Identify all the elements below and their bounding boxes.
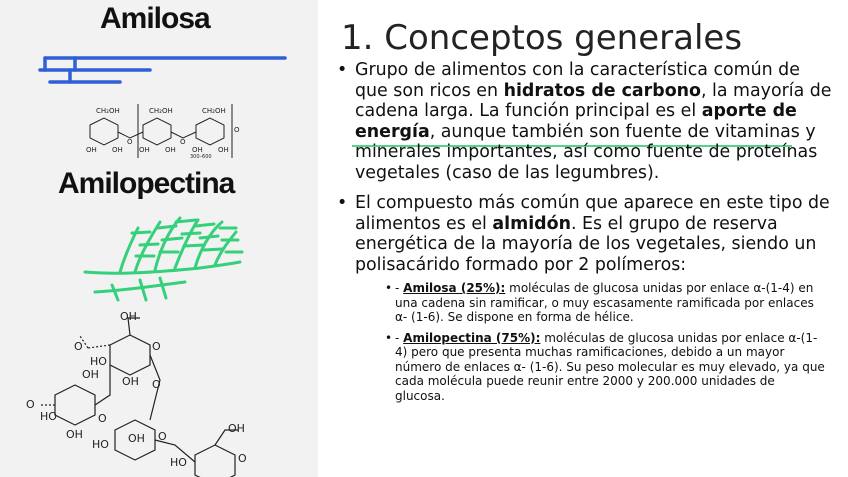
ch2oh-label-3: CH₂OH [202,107,226,115]
o-label-e: O [98,412,107,425]
repeat-range-label: 300–600 [190,154,212,160]
bullet-food-group [337,60,837,183]
bullet1-bold-carbohydrates: hidratos de carbono [503,80,701,101]
ch2oh-label-2: CH₂OH [149,107,173,115]
bullet2-bold-starch: almidón [492,213,571,234]
sub1-term: Amilosa (25%): [403,281,506,295]
oh-label-f: OH [228,422,245,435]
sub-bullet-amilosa [385,281,825,325]
slide-body [337,60,837,403]
amilopectina-branch-diagram [85,218,242,300]
illustration-panel [0,0,318,477]
amilopectina-glucose-rings [40,318,238,477]
oh-label-d: OH [66,428,83,441]
oh-label-6: OH [218,146,229,154]
bullet1-text-1: Grupo de alimentos con la característica común de que son ricos en [355,60,800,101]
o-label-f: O [158,430,167,443]
slide-title: 1. Conceptos generales [341,18,743,58]
sub2-dash: - [395,330,404,345]
o-label-d: O [26,398,35,411]
ho-label-d: HO [170,456,187,469]
bullet2-text-2: . Es el grupo de reserva energética de la mayoría de los vegetales, siendo un polisacárido formado por 2 polímeros: [355,213,817,275]
starch-structures-figure [0,0,318,477]
o-label-a: O [152,340,161,353]
amilosa-heading: Amilosa [100,2,210,35]
oh-label-b: OH [122,375,139,388]
oh-label-4: OH [165,146,176,154]
oh-label-2: OH [112,146,123,154]
ch2oh-label-1: CH₂OH [96,107,120,115]
oh-label-c: OH [82,368,99,381]
o-label-g: O [238,452,247,465]
sub1-dash: - [395,281,404,295]
oh-label-a: OH [120,310,137,323]
o-link-3: O [234,126,240,134]
o-label-c: O [152,378,161,391]
ho-label-b: HO [40,410,57,423]
sub2-term: Amilopectina (75%): [403,330,541,345]
oh-label-5: OH [192,146,203,154]
amilopectina-heading: Amilopectina [58,167,235,200]
sub-bullet-amilopectina [385,331,825,404]
bullet2-text-1: El compuesto más común que aparece en este tipo de alimentos es el [355,193,830,234]
sub2-text: moléculas de glucosa unidas por enlace α-(1-4) pero que presenta muchas ramificaciones, debido a un mayor número de enlaces α- (1-6). Su peso molecular es muy elevado, ya que cada molécula puede reunir entre 2000 y 200.000 unidades de glucosa. [395,330,825,403]
ho-label-a: HO [90,355,107,368]
sub1-text: moléculas de glucosa unidas por enlace α-(1-4) en una cadena sin ramificar, o muy escasamente ramificada por enlaces α- (1-6). Se dispone en forma de hélice. [395,281,814,324]
bullet-starch [337,193,837,275]
amilosa-chain-diagram [40,58,285,82]
o-link-1: O [127,138,133,146]
oh-label-1: OH [86,146,97,154]
bullet1-text-3: , aunque también son fuente de vitaminas y minerales importantes, así como fuente de proteínas vegetales (caso de las legumbres). [355,121,818,183]
oh-label-3: OH [139,146,150,154]
ho-label-c: HO [92,438,109,451]
bullet1-text-2: , la mayoría de cadena larga. La función principal es el [355,80,832,121]
oh-label-e: OH [128,432,145,445]
o-link-2: O [180,138,186,146]
o-label-b: O [74,340,83,353]
bullet1-bold-energy: aporte de energía [355,101,797,142]
